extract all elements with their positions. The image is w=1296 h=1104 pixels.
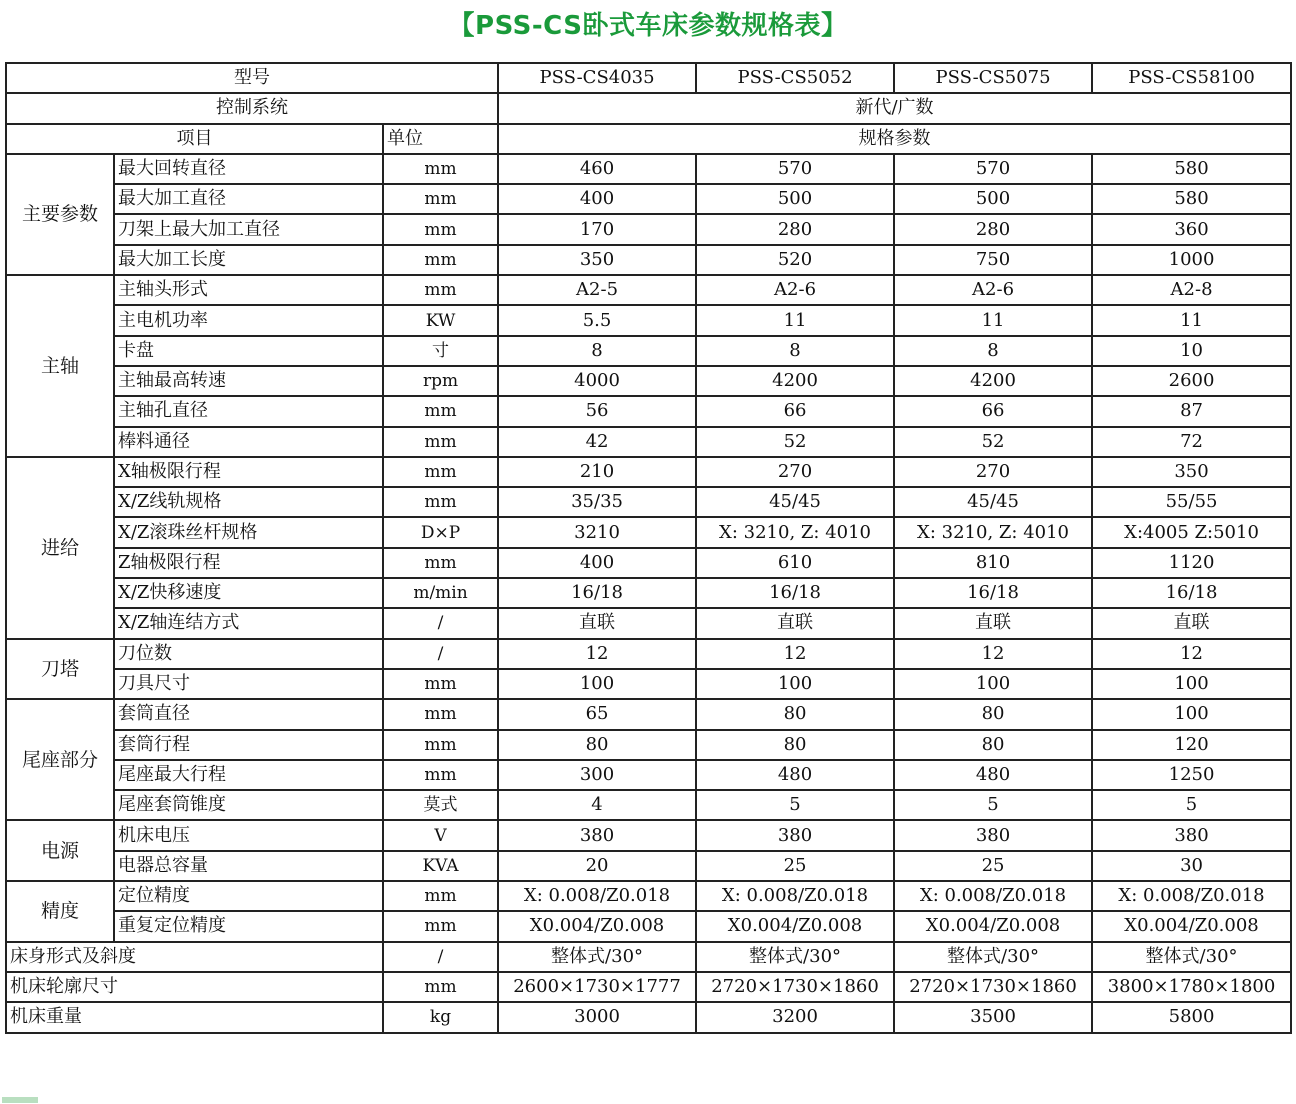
spec-value: 11 <box>696 305 894 335</box>
spec-value: A2-6 <box>894 275 1092 305</box>
spec-value: 100 <box>1092 699 1291 729</box>
model-name: PSS-CS4035 <box>498 63 696 93</box>
spec-value: 380 <box>498 820 696 850</box>
unit-value: V <box>383 820 498 850</box>
spec-row <box>6 942 1291 972</box>
unit-value: mm <box>383 184 498 214</box>
item-label: X/Z轴连结方式 <box>114 608 383 638</box>
item-label: 套筒行程 <box>114 730 383 760</box>
group-label: 刀塔 <box>6 639 114 700</box>
unit-value: mm <box>383 154 498 184</box>
spec-row <box>6 396 1291 426</box>
spec-row <box>6 184 1291 214</box>
spec-value: 120 <box>1092 730 1291 760</box>
spec-value: 52 <box>894 427 1092 457</box>
spec-row <box>6 851 1291 881</box>
group-label: 尾座部分 <box>6 699 114 820</box>
spec-value: X0.004/Z0.008 <box>498 911 696 941</box>
spec-value: 直联 <box>1092 608 1291 638</box>
spec-value: 25 <box>696 851 894 881</box>
group-label: 精度 <box>6 881 114 942</box>
spec-value: 整体式/30° <box>696 942 894 972</box>
spec-value: 610 <box>696 548 894 578</box>
spec-value: 580 <box>1092 154 1291 184</box>
spec-value: 8 <box>498 336 696 366</box>
item-label: 主电机功率 <box>114 305 383 335</box>
spec-value: 380 <box>1092 820 1291 850</box>
group-label: 主轴 <box>6 275 114 457</box>
spec-value: 87 <box>1092 396 1291 426</box>
spec-value: 25 <box>894 851 1092 881</box>
group-label: 主要参数 <box>6 154 114 275</box>
footer-decoration <box>2 1097 38 1103</box>
spec-value: 2600×1730×1777 <box>498 972 696 1002</box>
item-label: X/Z线轨规格 <box>114 487 383 517</box>
spec-value: 3800×1780×1800 <box>1092 972 1291 1002</box>
unit-value: mm <box>383 669 498 699</box>
spec-row <box>6 366 1291 396</box>
spec-row <box>6 881 1291 911</box>
spec-value: 2600 <box>1092 366 1291 396</box>
unit-value: mm <box>383 245 498 275</box>
spec-value: 16/18 <box>894 578 1092 608</box>
spec-value: X: 0.008/Z0.018 <box>696 881 894 911</box>
item-label: 床身形式及斜度 <box>6 942 383 972</box>
spec-value: 65 <box>498 699 696 729</box>
unit-value: m/min <box>383 578 498 608</box>
spec-row <box>6 972 1291 1002</box>
spec-row <box>6 760 1291 790</box>
spec-row <box>6 608 1291 638</box>
unit-value: mm <box>383 760 498 790</box>
spec-value: 12 <box>498 639 696 669</box>
spec-row <box>6 669 1291 699</box>
spec-row <box>6 820 1291 850</box>
spec-value: 400 <box>498 184 696 214</box>
control-value: 新代/广数 <box>498 93 1291 123</box>
page-title: 【PSS-CS卧式车床参数规格表】 <box>448 11 848 41</box>
spec-value: 280 <box>894 214 1092 244</box>
spec-value: 16/18 <box>1092 578 1291 608</box>
spec-row <box>6 1002 1291 1032</box>
group-label: 进给 <box>6 457 114 639</box>
spec-value: 66 <box>894 396 1092 426</box>
spec-value: 100 <box>894 669 1092 699</box>
spec-value: 整体式/30° <box>894 942 1092 972</box>
spec-value: 4200 <box>894 366 1092 396</box>
item-label: 最大回转直径 <box>114 154 383 184</box>
control-row <box>6 93 1291 123</box>
unit-value: KW <box>383 305 498 335</box>
spec-header: 规格参数 <box>498 124 1291 154</box>
spec-value: 570 <box>696 154 894 184</box>
item-label: 刀架上最大加工直径 <box>114 214 383 244</box>
column-header-row <box>6 124 1291 154</box>
unit-value: / <box>383 942 498 972</box>
spec-value: 55/55 <box>1092 487 1291 517</box>
spec-value: X: 3210, Z: 4010 <box>696 517 894 547</box>
spec-row <box>6 336 1291 366</box>
spec-value: 570 <box>894 154 1092 184</box>
spec-row <box>6 548 1291 578</box>
spec-value: 2720×1730×1860 <box>894 972 1092 1002</box>
spec-value: 4 <box>498 790 696 820</box>
spec-value: X0.004/Z0.008 <box>894 911 1092 941</box>
spec-value: 2720×1730×1860 <box>696 972 894 1002</box>
spec-value: 100 <box>696 669 894 699</box>
item-label: 机床轮廓尺寸 <box>6 972 383 1002</box>
spec-value: 16/18 <box>696 578 894 608</box>
spec-value: X0.004/Z0.008 <box>696 911 894 941</box>
spec-value: 80 <box>894 699 1092 729</box>
spec-value: 5.5 <box>498 305 696 335</box>
spec-value: 5 <box>696 790 894 820</box>
spec-value: 210 <box>498 457 696 487</box>
item-label: 棒料通径 <box>114 427 383 457</box>
spec-row <box>6 154 1291 184</box>
spec-value: 80 <box>498 730 696 760</box>
spec-value: 直联 <box>894 608 1092 638</box>
spec-row <box>6 911 1291 941</box>
spec-value: 45/45 <box>894 487 1092 517</box>
spec-row <box>6 214 1291 244</box>
spec-value: 直联 <box>696 608 894 638</box>
item-label: 机床电压 <box>114 820 383 850</box>
unit-value: 莫式 <box>383 790 498 820</box>
item-header: 项目 <box>6 124 383 154</box>
unit-value: kg <box>383 1002 498 1032</box>
spec-value: A2-8 <box>1092 275 1291 305</box>
model-name: PSS-CS58100 <box>1092 63 1291 93</box>
spec-value: 100 <box>498 669 696 699</box>
spec-table <box>5 62 1292 1034</box>
spec-value: 4200 <box>696 366 894 396</box>
unit-value: mm <box>383 396 498 426</box>
spec-value: 5800 <box>1092 1002 1291 1032</box>
item-label: 电器总容量 <box>114 851 383 881</box>
item-label: 最大加工直径 <box>114 184 383 214</box>
unit-value: mm <box>383 214 498 244</box>
item-label: 卡盘 <box>114 336 383 366</box>
spec-value: X0.004/Z0.008 <box>1092 911 1291 941</box>
spec-value: 11 <box>1092 305 1291 335</box>
spec-value: 380 <box>894 820 1092 850</box>
unit-header: 单位 <box>383 124 498 154</box>
model-label: 型号 <box>6 63 498 93</box>
spec-value: 360 <box>1092 214 1291 244</box>
spec-value: 3200 <box>696 1002 894 1032</box>
unit-value: mm <box>383 487 498 517</box>
spec-value: 280 <box>696 214 894 244</box>
unit-value: mm <box>383 730 498 760</box>
item-label: 主轴头形式 <box>114 275 383 305</box>
spec-value: 52 <box>696 427 894 457</box>
item-label: X轴极限行程 <box>114 457 383 487</box>
spec-row <box>6 457 1291 487</box>
spec-value: A2-6 <box>696 275 894 305</box>
control-label: 控制系统 <box>6 93 498 123</box>
spec-value: 350 <box>1092 457 1291 487</box>
spec-value: 170 <box>498 214 696 244</box>
item-label: 最大加工长度 <box>114 245 383 275</box>
spec-value: 72 <box>1092 427 1291 457</box>
spec-value: 35/35 <box>498 487 696 517</box>
spec-value: 16/18 <box>498 578 696 608</box>
spec-value: 3000 <box>498 1002 696 1032</box>
unit-value: mm <box>383 548 498 578</box>
model-row <box>6 63 1291 93</box>
spec-value: 56 <box>498 396 696 426</box>
item-label: 刀具尺寸 <box>114 669 383 699</box>
spec-value: 1120 <box>1092 548 1291 578</box>
spec-row <box>6 517 1291 547</box>
spec-value: 80 <box>696 699 894 729</box>
unit-value: D×P <box>383 517 498 547</box>
spec-value: 750 <box>894 245 1092 275</box>
spec-value: 810 <box>894 548 1092 578</box>
spec-value: 整体式/30° <box>1092 942 1291 972</box>
spec-value: 5 <box>1092 790 1291 820</box>
item-label: Z轴极限行程 <box>114 548 383 578</box>
spec-value: 42 <box>498 427 696 457</box>
spec-value: 3210 <box>498 517 696 547</box>
spec-value: 100 <box>1092 669 1291 699</box>
spec-value: 66 <box>696 396 894 426</box>
spec-value: 12 <box>894 639 1092 669</box>
item-label: 尾座套筒锥度 <box>114 790 383 820</box>
spec-value: 1250 <box>1092 760 1291 790</box>
item-label: 主轴最高转速 <box>114 366 383 396</box>
spec-value: 500 <box>894 184 1092 214</box>
model-name: PSS-CS5075 <box>894 63 1092 93</box>
spec-row <box>6 699 1291 729</box>
item-label: 重复定位精度 <box>114 911 383 941</box>
item-label: 刀位数 <box>114 639 383 669</box>
spec-value: 400 <box>498 548 696 578</box>
spec-value: X: 3210, Z: 4010 <box>894 517 1092 547</box>
spec-row <box>6 730 1291 760</box>
spec-value: 80 <box>894 730 1092 760</box>
spec-value: 520 <box>696 245 894 275</box>
spec-value: A2-5 <box>498 275 696 305</box>
unit-value: mm <box>383 972 498 1002</box>
spec-value: 11 <box>894 305 1092 335</box>
spec-value: 直联 <box>498 608 696 638</box>
item-label: 定位精度 <box>114 881 383 911</box>
spec-value: 整体式/30° <box>498 942 696 972</box>
spec-row <box>6 790 1291 820</box>
spec-value: 10 <box>1092 336 1291 366</box>
spec-row <box>6 639 1291 669</box>
item-label: 机床重量 <box>6 1002 383 1032</box>
unit-value: mm <box>383 881 498 911</box>
spec-value: 3500 <box>894 1002 1092 1032</box>
spec-row <box>6 487 1291 517</box>
spec-value: 4000 <box>498 366 696 396</box>
spec-row <box>6 275 1291 305</box>
spec-row <box>6 578 1291 608</box>
spec-value: 45/45 <box>696 487 894 517</box>
spec-value: 8 <box>894 336 1092 366</box>
spec-value: 1000 <box>1092 245 1291 275</box>
item-label: 尾座最大行程 <box>114 760 383 790</box>
unit-value: / <box>383 639 498 669</box>
model-name: PSS-CS5052 <box>696 63 894 93</box>
spec-value: 8 <box>696 336 894 366</box>
spec-value: 12 <box>696 639 894 669</box>
spec-value: 270 <box>696 457 894 487</box>
spec-value: 5 <box>894 790 1092 820</box>
spec-value: 12 <box>1092 639 1291 669</box>
unit-value: mm <box>383 457 498 487</box>
unit-value: rpm <box>383 366 498 396</box>
unit-value: / <box>383 608 498 638</box>
spec-row <box>6 427 1291 457</box>
spec-value: X:4005 Z:5010 <box>1092 517 1291 547</box>
unit-value: mm <box>383 275 498 305</box>
unit-value: 寸 <box>383 336 498 366</box>
spec-value: 300 <box>498 760 696 790</box>
spec-value: X: 0.008/Z0.018 <box>498 881 696 911</box>
spec-value: 30 <box>1092 851 1291 881</box>
spec-row <box>6 305 1291 335</box>
spec-value: 460 <box>498 154 696 184</box>
spec-value: X: 0.008/Z0.018 <box>1092 881 1291 911</box>
spec-value: X: 0.008/Z0.018 <box>894 881 1092 911</box>
spec-value: 20 <box>498 851 696 881</box>
item-label: X/Z快移速度 <box>114 578 383 608</box>
spec-row <box>6 245 1291 275</box>
spec-value: 350 <box>498 245 696 275</box>
spec-value: 500 <box>696 184 894 214</box>
item-label: 套筒直径 <box>114 699 383 729</box>
item-label: X/Z滚珠丝杆规格 <box>114 517 383 547</box>
spec-value: 380 <box>696 820 894 850</box>
spec-value: 480 <box>696 760 894 790</box>
unit-value: mm <box>383 911 498 941</box>
spec-value: 270 <box>894 457 1092 487</box>
spec-value: 580 <box>1092 184 1291 214</box>
group-label: 电源 <box>6 820 114 881</box>
unit-value: mm <box>383 427 498 457</box>
item-label: 主轴孔直径 <box>114 396 383 426</box>
spec-value: 480 <box>894 760 1092 790</box>
unit-value: KVA <box>383 851 498 881</box>
unit-value: mm <box>383 699 498 729</box>
spec-value: 80 <box>696 730 894 760</box>
